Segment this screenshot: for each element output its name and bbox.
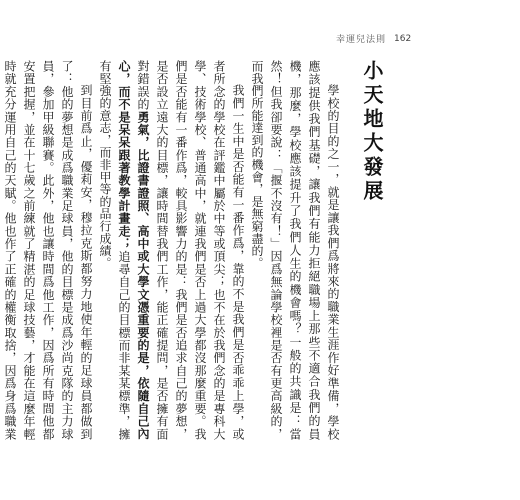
paragraph-2-bold-emphasis: 勇氣，比證書證照、高中或大學文憑重要的是，依隨自己內心，而不是呆呆跟著教學計畫走；: [117, 60, 150, 440]
body-text: [0, 60, 384, 440]
paragraph-3-text: 到目前爲止，優莉安，穆拉克斯都努力地使年輕的足球員都做到了：他的夢想是成爲職業足球員，他的目標是成爲沙尚克隊的主力球員，參加甲級聯賽。此外，他也讓時間爲他工作，因爲所有時間他都安置把握，並在十七歲之前練就了精湛的足球技藝，才能在這麼年輕時就充分運用自己的天賦。他也作了正確的權衡取捨，因爲身爲職業: [3, 60, 93, 440]
running-head: [336, 32, 411, 45]
paragraph-1-text: 學校的目的之一，就是讓我們爲將來的職業生涯作好準備，學校應該提供我們基礎，讓我們有能力拒絕職場上那些不適合我們的員機，那麼，學校應該提升了我們人生的機會嗎？一般的共識是：當然！但我卻要說：「揠不沒有！」因爲無論學校裡是否有更高級的，而我們所能達到的機會，是無窮盡的。: [250, 60, 340, 440]
paragraph-3: [0, 60, 95, 440]
running-head-title: 幸運兒法則: [336, 35, 387, 45]
paragraph-1: [247, 60, 342, 440]
paragraph-2: [95, 60, 247, 440]
paragraph-2-text-b: 追尋自己的目標而非某某標準，擁有堅強的意志，而非甲等的品行成績。: [98, 60, 131, 441]
section-heading: 小天地大發展: [360, 60, 384, 204]
paragraph-2-text-a: 我們一生中是否能有一番作爲，靠的不是我們是否乖乖上學，或者所念的學校在評鑑中屬於中等或頂尖；也不在於我們念的是專科大學、技術學校、普通高中，就連我們是否上過大學都沒那麼重要。我們是否能有一番作爲，較具影響力的是：我們是否追求自己的夢想，是否設立遠大的目標，讓時間替我們工作，能正確提問，是否擁有面對錯誤的: [136, 60, 245, 440]
page-number: 162: [394, 33, 412, 44]
